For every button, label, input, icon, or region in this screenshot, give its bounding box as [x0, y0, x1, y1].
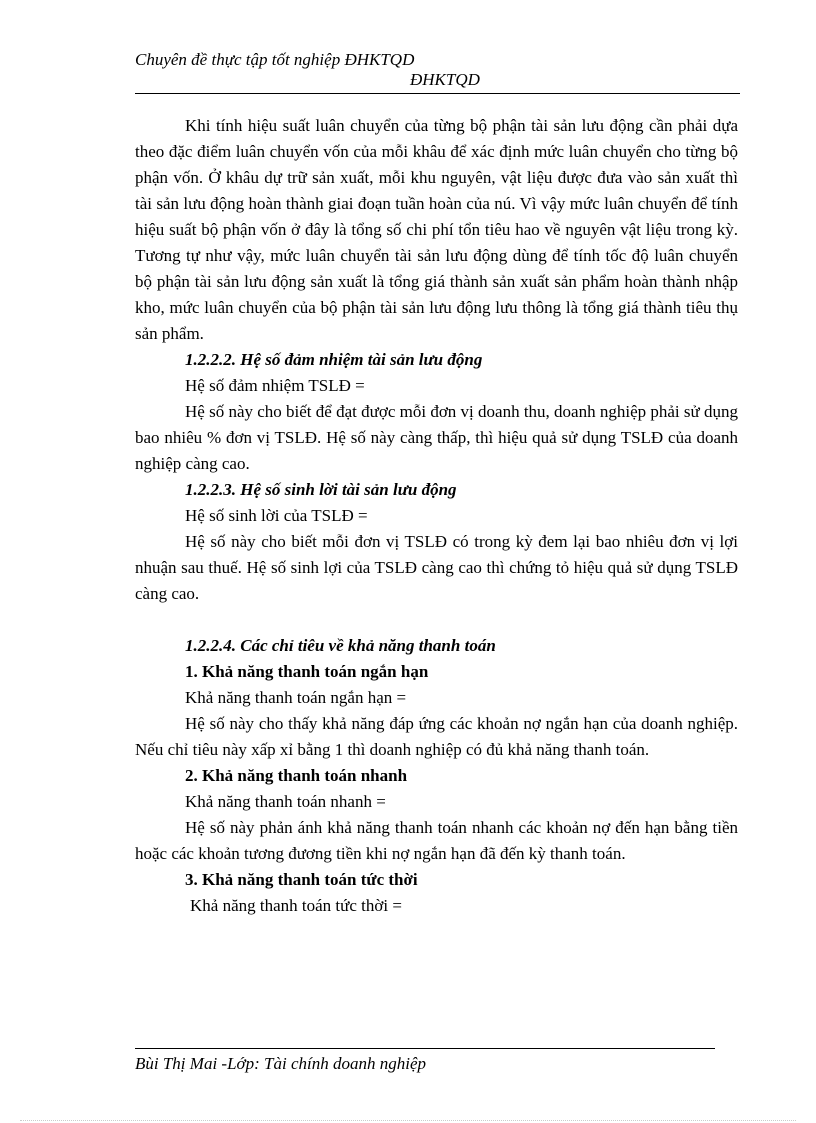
page-edge — [20, 1120, 796, 1121]
section-heading-1222: 1.2.2.2. Hệ số đảm nhiệm tài sản lưu động — [185, 350, 483, 369]
section-heading-1223: 1.2.2.3. Hệ số sinh lời tài sản lưu động — [185, 480, 457, 499]
formula-quick: Khả năng thanh toán nhanh = — [185, 792, 386, 811]
formula-instant: Khả năng thanh toán tức thời = — [190, 896, 402, 915]
paragraph-quick: Hệ số này phản ánh khả năng thanh toán nhanh các khoản nợ đến hạn bằng tiền hoặc các khoản tương đương tiền khi nợ ngắn hạn đã đến kỳ thanh toán. — [135, 818, 738, 863]
formula-short-term: Khả năng thanh toán ngắn hạn = — [185, 688, 407, 707]
header-divider — [135, 93, 740, 94]
formula-1222: Hệ số đảm nhiệm TSLĐ = — [185, 376, 365, 395]
header-subtitle: ĐHKTQD — [410, 70, 480, 89]
paragraph-turnover: Khi tính hiệu suất luân chuyển của từng bộ phận tài sản lưu động cần phải dựa theo đặc điểm luân chuyển vốn của mỗi khâu để xác định mức luân chuyển cho từng bộ phận vốn. Ở khâu dự trữ sản xuất, mỗi khu nguyên, vật liệu được đưa vào sản xuất thì tài sản lưu động hoàn thành giai đoạn tuần hoàn của nú. Vì vậy mức luân chuyển để tính hiệu suất bộ phận vốn ở đây là tổng số chi phí tổn tiêu hao về nguyên vật liệu trong kỳ. Tương tự như vậy, mức luân chuyển tài sản lưu động dùng để tính tốc độ luân chuyển bộ phận tài sản lưu động sản xuất là tổng giá thành sản xuất sản phẩm hoàn thành nhập kho, mức luân chuyển của bộ phận tài sản lưu động lưu thông là tổng giá thành tiêu thụ sản phẩm. — [135, 116, 738, 343]
paragraph-1222: Hệ số này cho biết để đạt được mỗi đơn vị doanh thu, doanh nghiệp phải sử dụng bao nhiêu % đơn vị TSLĐ. Hệ số này càng thấp, thì hiệu quả sử dụng TSLĐ của doanh nghiệp càng cao. — [135, 402, 738, 473]
document-body — [135, 113, 738, 919]
section-heading-1224: 1.2.2.4. Các chỉ tiêu về khả năng thanh toán — [185, 636, 496, 655]
formula-1223: Hệ số sinh lời của TSLĐ = — [185, 506, 368, 525]
paragraph-1223: Hệ số này cho biết mỗi đơn vị TSLĐ có trong kỳ đem lại bao nhiêu đơn vị lợi nhuận sau thuế. Hệ số sinh lợi của TSLĐ càng cao thì chứng tỏ hiệu quả sử dụng TSLĐ càng cao. — [135, 532, 738, 603]
footer-text: Bùi Thị Mai -Lớp: Tài chính doanh nghiệp — [135, 1054, 426, 1073]
subheading-instant: 3. Khả năng thanh toán tức thời — [185, 870, 418, 889]
footer-divider — [135, 1048, 715, 1049]
subheading-quick: 2. Khả năng thanh toán nhanh — [185, 766, 408, 785]
header-title: Chuyên đề thực tập tốt nghiệp ĐHKTQD — [135, 50, 415, 69]
spacer — [135, 607, 738, 633]
subheading-short-term: 1. Khả năng thanh toán ngắn hạn — [185, 662, 429, 681]
paragraph-short-term: Hệ số này cho thấy khả năng đáp ứng các khoản nợ ngắn hạn của doanh nghiệp. Nếu chỉ tiêu này xấp xỉ bằng 1 thì doanh nghiệp có đủ khả năng thanh toán. — [135, 714, 738, 759]
